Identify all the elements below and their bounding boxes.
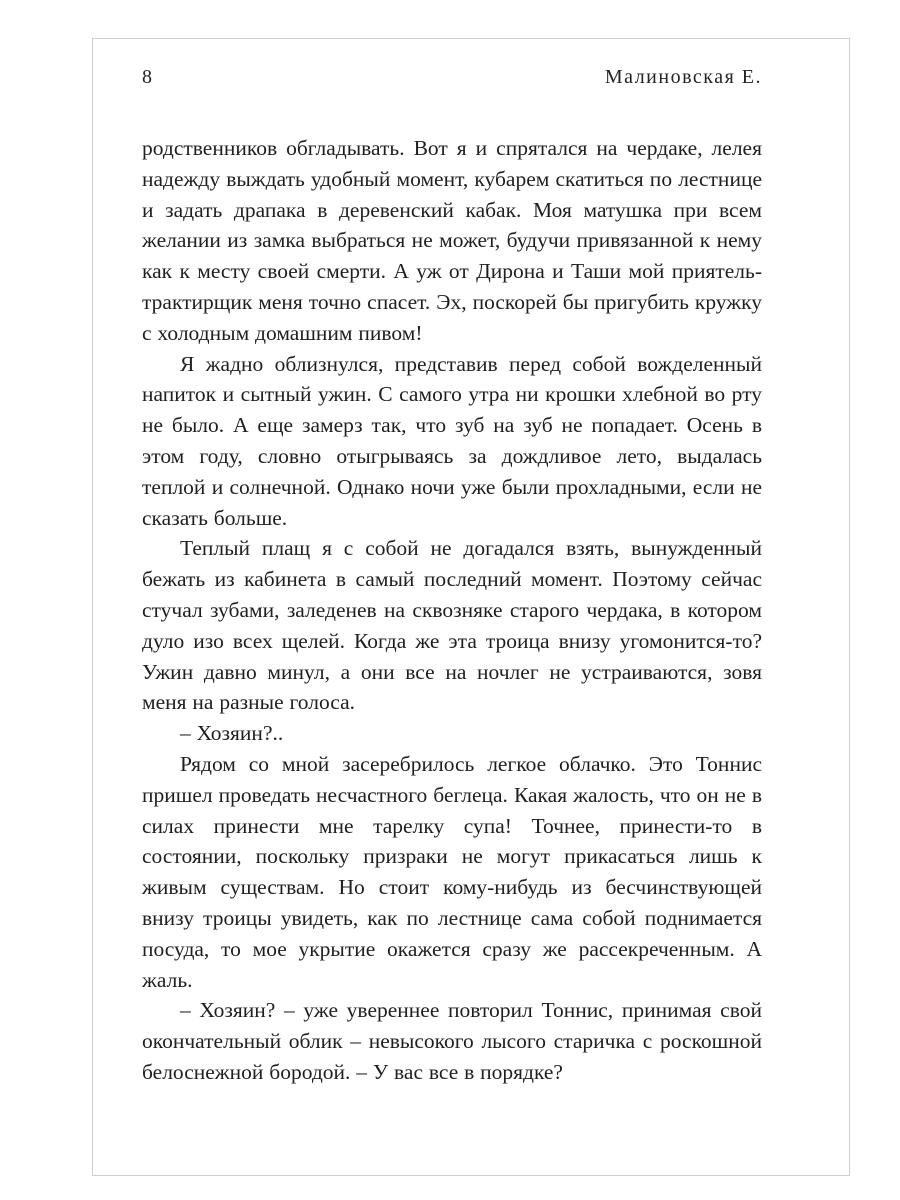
page-number: 8 — [142, 66, 152, 88]
paragraph-dialogue: – Хозяин? – уже увереннее повторил Тоннис, принимая свой окончательный облик – невысокого лысого старичка с роскошной белоснежной бородой. – У вас все в порядке? — [142, 998, 762, 1084]
paragraph: Я жадно облизнулся, представив перед собой вожделенный напиток и сытный ужин. С самого утра ни крошки хлебной во рту не было. А еще замерз так, что зуб на зуб не попадает. Осень в этом году, словно отыгрываясь за дождливое лето, выдалась теплой и солнечной. Однако ночи уже были прохладными, если не сказать больше. — [142, 351, 762, 530]
page-header — [142, 66, 762, 89]
book-page — [142, 66, 762, 1088]
paragraph: Теплый плащ я с собой не догадался взять, вынужденный бежать из кабинета в самый последний момент. Поэтому сейчас стучал зубами, заледенев на сквозняке старого чердака, в котором дуло изо всех щелей. Когда же эта троица внизу угомонится-то? Ужин давно минул, а они все на ночлег не устраиваются, зовя меня на разные голоса. — [142, 536, 762, 715]
body-text — [142, 133, 762, 1088]
running-title: Малиновская Е. — [604, 66, 762, 88]
paragraph: родственников обгладывать. Вот я и спрятался на чердаке, лелея надежду выждать удобный момент, кубарем скатиться по лестнице и задать драпака в деревенский кабак. Моя матушка при всем желании из замка выбраться не может, будучи привязанной к нему как к месту своей смерти. А уж от Дирона и Таши мой приятель-трактирщик меня точно спасет. Эх, поскорей бы пригубить кружку с холодным домашним пивом! — [142, 136, 762, 345]
paragraph-dialogue: – Хозяин?.. — [180, 721, 284, 746]
paragraph: Рядом со мной засеребрилось легкое облачко. Это Тоннис пришел проведать несчастного беглеца. Какая жалость, что он не в силах принести мне тарелку супа! Точнее, принести-то в состоянии, поскольку призраки не могут прикасаться лишь к живым существам. Но стоит кому-нибудь из бесчинствующей внизу троицы увидеть, как по лестнице сама собой поднимается посуда, то мое укрытие окажется сразу же рассекреченным. А жаль. — [142, 751, 762, 992]
